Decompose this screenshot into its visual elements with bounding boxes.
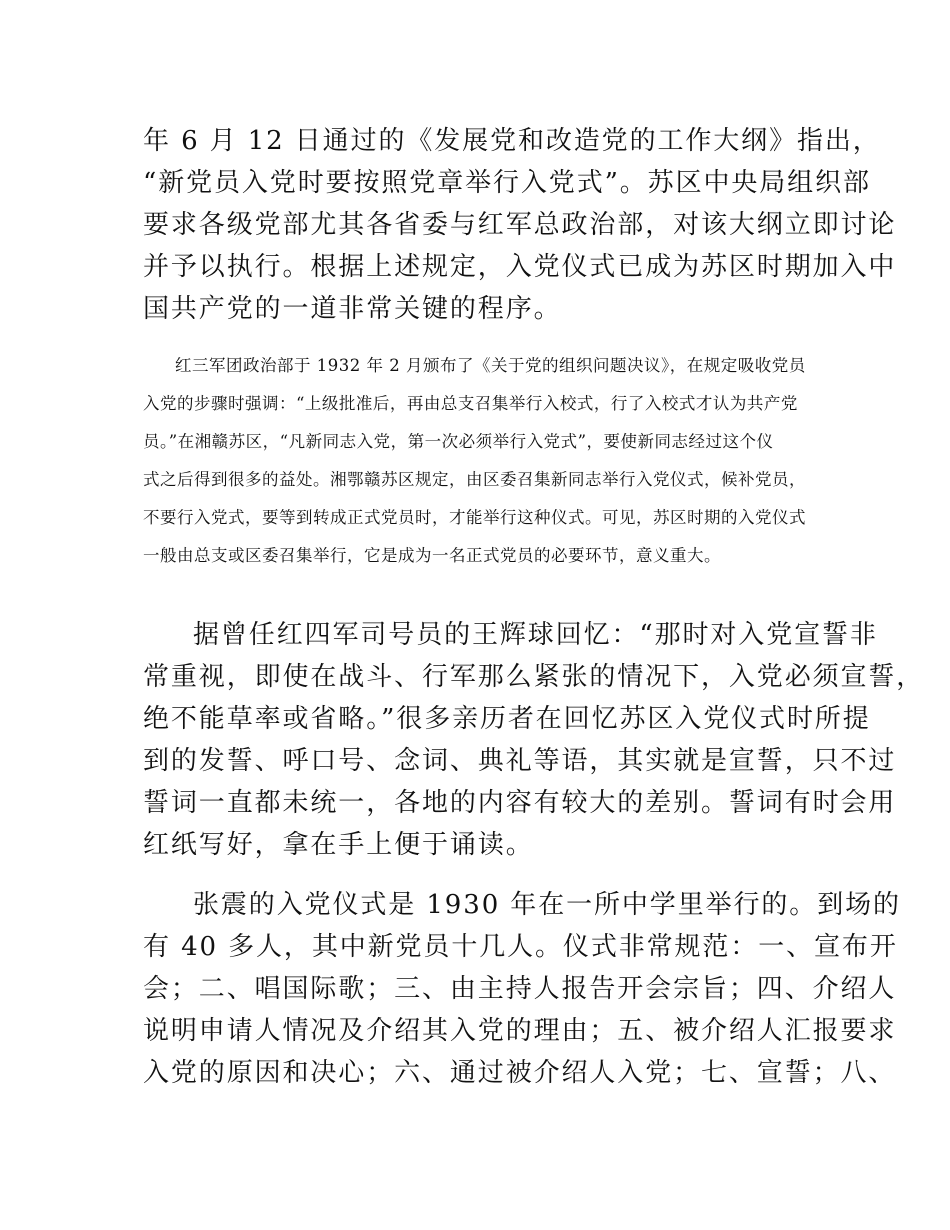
paragraph-3-line-3: 绝不能草率或省略。”很多亲历者在回忆苏区入党仪式时所提 (143, 704, 871, 734)
paragraph-3-line-6: 红纸写好，拿在手上便于诵读。 (143, 830, 534, 860)
paragraph-1-line-3: 要求各级党部尤其各省委与红军总政治部，对该大纲立即讨论 (143, 210, 897, 240)
paragraph-1-line-5: 国共产党的一道非常关键的程序。 (143, 294, 562, 324)
paragraph-4-line-5: 入党的原因和决心；六、通过被介绍人入党；七、宣誓；八、 (143, 1058, 897, 1088)
paragraph-1-line-4: 并予以执行。根据上述规定，入党仪式已成为苏区时期加入中 (143, 252, 897, 282)
paragraph-4-line-4: 说明申请人情况及介绍其入党的理由；五、被介绍人汇报要求 (143, 1016, 897, 1046)
paragraph-3-line-5: 誓词一直都未统一，各地的内容有较大的差别。誓词有时会用 (143, 788, 897, 818)
paragraph-3-line-2: 常重视，即使在战斗、行军那么紧张的情况下，入党必须宣誓， (143, 662, 925, 692)
paragraph-4-line-1: 张震的入党仪式是 1930 年在一所中学里举行的。到场的 (193, 890, 901, 920)
paragraph-4-line-3: 会；二、唱国际歌；三、由主持人报告开会宗旨；四、介绍人 (143, 974, 897, 1004)
paragraph-2-line-1: 红三军团政治部于 1932 年 2 月颁布了《关于党的组织问题决议》，在规定吸收党员 (175, 356, 806, 375)
paragraph-2-line-6: 一般由总支或区委召集举行，它是成为一名正式党员的必要环节，意义重大。 (143, 546, 721, 565)
paragraph-1-line-1: 年 6 月 12 日通过的《发展党和改造党的工作大纲》指出， (143, 126, 881, 156)
paragraph-2-line-5: 不要行入党式，要等到转成正式党员时，才能举行这种仪式。可见，苏区时期的入党仪式 (143, 508, 806, 527)
paragraph-2-line-3: 员。”在湘赣苏区，“凡新同志入党，第一次必须举行入党式”，要使新同志经过这个仪 (143, 432, 774, 451)
paragraph-4-line-2: 有 40 多人，其中新党员十几人。仪式非常规范：一、宣布开 (143, 932, 898, 962)
paragraph-2-line-2: 入党的步骤时强调：“上级批准后，再由总支召集举行入校式，行了入校式才认为共产党 (143, 394, 798, 413)
paragraph-2-line-4: 式之后得到很多的益处。湘鄂赣苏区规定，由区委召集新同志举行入党仪式，候补党员， (143, 470, 806, 489)
paragraph-3-line-4: 到的发誓、呼口号、念词、典礼等语，其实就是宣誓，只不过 (143, 746, 897, 776)
paragraph-3-line-1: 据曾任红四军司号员的王辉球回忆：“那时对入党宣誓非 (193, 620, 878, 650)
paragraph-1-line-2: “新党员入党时要按照党章举行入党式”。苏区中央局组织部 (143, 168, 871, 198)
